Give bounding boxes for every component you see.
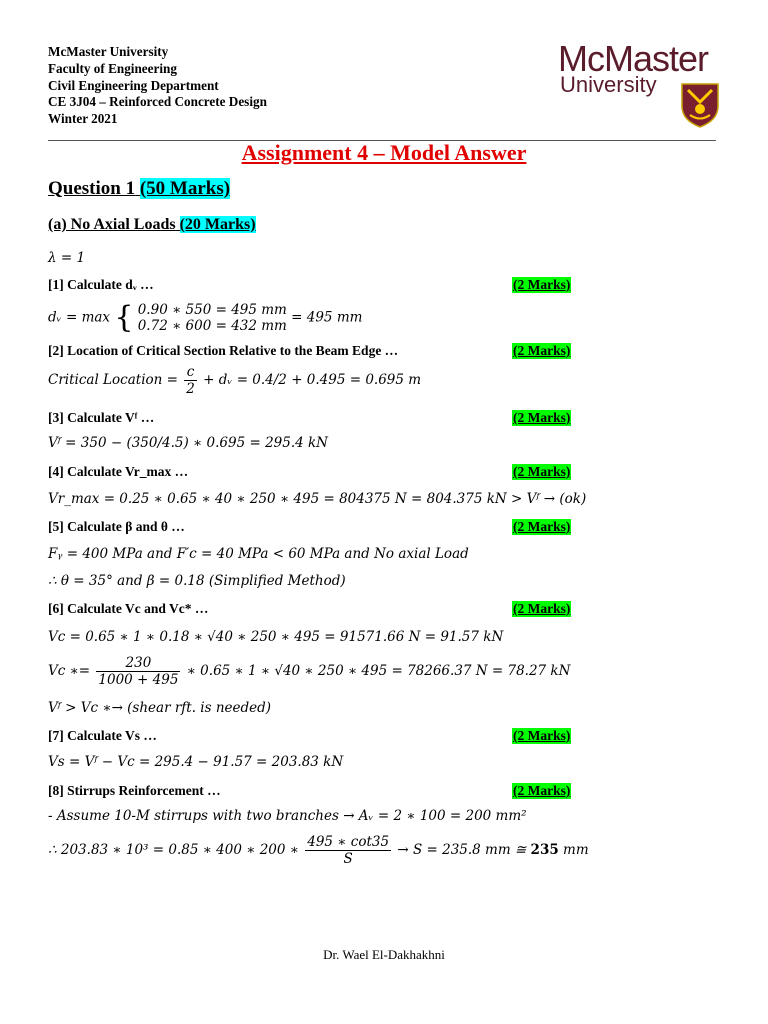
footer-author: Dr. Wael El-Dakhakhni bbox=[323, 947, 445, 962]
step-8-label: [8] Stirrups Reinforcement … bbox=[48, 783, 221, 798]
step-6-marks: (2 Marks) bbox=[513, 601, 571, 616]
stir-rhs: → S = 235.8 mm ≅ bbox=[397, 842, 531, 858]
mcmaster-logo bbox=[558, 38, 728, 128]
step-2-marks: (2 Marks) bbox=[513, 343, 571, 358]
part-marks: (20 Marks) bbox=[179, 216, 256, 233]
stir-fraction bbox=[305, 834, 391, 867]
vcs-rhs: ∗ 0.65 ∗ 1 ∗ √40 ∗ 250 ∗ 495 = 78266.37 N = 78.27 kN bbox=[186, 663, 571, 679]
vrmax-equation: Vr_max = 0.25 ∗ 0.65 ∗ 40 ∗ 250 ∗ 495 = 804375 N = 804.375 kN > Vᶠ → (ok) bbox=[48, 491, 587, 507]
step-1-marks: (2 Marks) bbox=[513, 277, 571, 292]
vs-equation: Vs = Vᶠ − Vc = 295.4 − 91.57 = 203.83 kN bbox=[48, 754, 344, 770]
logo-subtitle: University bbox=[560, 72, 657, 97]
beta-condition-equation: Fᵧ = 400 MPa and F′c = 40 MPa < 60 MPa and No axial Load bbox=[48, 546, 469, 562]
step-3-label: [3] Calculate Vᶠ … bbox=[48, 410, 155, 425]
header-university: McMaster University bbox=[48, 44, 169, 59]
stir-unit: mm bbox=[558, 842, 589, 858]
question-marks: (50 Marks) bbox=[139, 178, 231, 199]
stir-result: 235 bbox=[530, 842, 559, 858]
stir-numerator: 495 ∗ cot35 bbox=[307, 834, 390, 850]
stirrup-spacing-equation bbox=[48, 834, 589, 867]
vf-equation: Vᶠ = 350 − (350/4.5) ∗ 0.695 = 295.4 kN bbox=[48, 435, 328, 451]
dv-case-top: 0.90 ∗ 550 = 495 mm bbox=[137, 302, 287, 318]
critical-location-equation bbox=[48, 364, 421, 397]
part-label: (a) No Axial Loads bbox=[48, 216, 176, 233]
step-4-label: [4] Calculate Vr_max … bbox=[48, 464, 189, 479]
vc-equation: Vc = 0.65 ∗ 1 ∗ 0.18 ∗ √40 ∗ 250 ∗ 495 = 91571.66 N = 91.57 kN bbox=[48, 629, 504, 645]
crest-icon bbox=[680, 82, 720, 128]
beta-result-equation: ∴ θ = 35° and β = 0.18 (Simplified Method) bbox=[48, 573, 346, 589]
part-heading bbox=[48, 216, 256, 234]
step-3-marks: (2 Marks) bbox=[513, 410, 571, 425]
crit-fraction bbox=[184, 364, 197, 397]
step-8-marks: (2 Marks) bbox=[513, 783, 571, 798]
vcs-numerator: 230 bbox=[96, 655, 180, 672]
header-course: CE 3J04 – Reinforced Concrete Design bbox=[48, 94, 267, 110]
lambda-equation: λ = 1 bbox=[48, 250, 86, 266]
header-term: Winter 2021 bbox=[48, 111, 118, 127]
dv-case-bottom: 0.72 ∗ 600 = 432 mm bbox=[137, 318, 287, 334]
header-department: Civil Engineering Department bbox=[48, 77, 219, 93]
step-7-label: [7] Calculate Vs … bbox=[48, 728, 157, 743]
page-title: Assignment 4 – Model Answer bbox=[241, 140, 527, 165]
question-label: Question 1 bbox=[48, 178, 136, 199]
dv-lhs: dᵥ = max bbox=[48, 309, 111, 326]
dv-equation bbox=[48, 302, 362, 334]
header-faculty: Faculty of Engineering bbox=[48, 60, 177, 76]
logo-wordmark: McMaster bbox=[558, 38, 709, 79]
crit-numerator: c bbox=[184, 364, 197, 381]
vc-star-equation bbox=[48, 655, 570, 688]
dv-cases bbox=[138, 302, 287, 334]
crit-denominator: 2 bbox=[186, 381, 195, 397]
crit-rhs: + dᵥ = 0.4/2 + 0.495 = 0.695 m bbox=[203, 372, 422, 388]
step-5-marks: (2 Marks) bbox=[513, 519, 571, 534]
step-2-label: [2] Location of Critical Section Relative to the Beam Edge … bbox=[48, 343, 399, 358]
vcs-denominator: 1000 + 495 bbox=[98, 672, 179, 688]
step-7-marks: (2 Marks) bbox=[513, 728, 571, 743]
document-header bbox=[48, 44, 267, 128]
vcs-lhs: Vc ∗= bbox=[48, 663, 91, 679]
step-6-label: [6] Calculate Vc and Vc* … bbox=[48, 601, 209, 616]
step-5-label: [5] Calculate β and θ … bbox=[48, 519, 185, 534]
shear-check-equation: Vᶠ > Vc ∗→ (shear rft. is needed) bbox=[48, 700, 272, 716]
step-4-marks: (2 Marks) bbox=[513, 464, 571, 479]
dv-rhs: = 495 mm bbox=[291, 309, 363, 326]
stir-lhs: ∴ 203.83 ∗ 10³ = 0.85 ∗ 400 ∗ 200 ∗ bbox=[48, 842, 299, 858]
stir-denominator: S bbox=[343, 851, 353, 867]
question-heading bbox=[48, 178, 230, 200]
vcs-fraction bbox=[96, 655, 180, 688]
step-1-label: [1] Calculate dᵥ … bbox=[48, 277, 154, 292]
brace-glyph: { bbox=[114, 300, 134, 335]
crit-lhs: Critical Location = bbox=[48, 372, 178, 388]
stirrup-assumption: - Assume 10-M stirrups with two branches → Aᵥ = 2 ∗ 100 = 200 mm² bbox=[48, 808, 527, 824]
